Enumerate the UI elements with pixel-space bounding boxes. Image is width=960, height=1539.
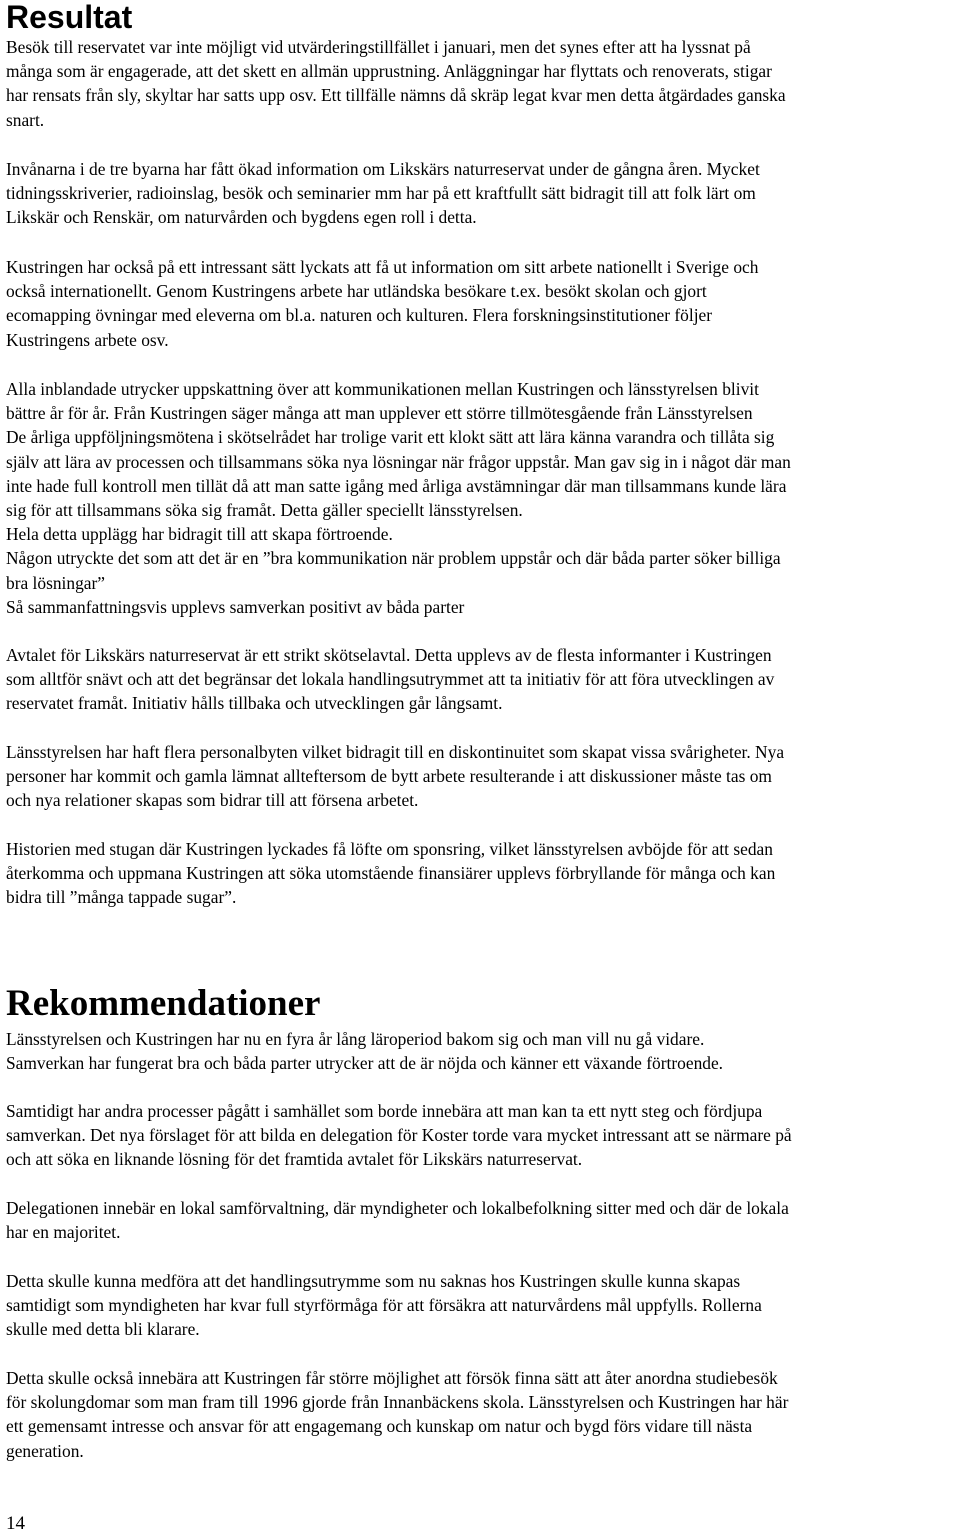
text-line: Hela detta upplägg har bidragit till att skapa förtroende. [6,524,393,545]
paragraph [6,1027,956,1075]
paragraph [6,837,956,910]
text-line: som alltför snävt och att det begränsar det lokala handlingsutrymmet att ta initiativ för att föra utvecklingen av [6,669,775,690]
text-line: Besök till reservatet var inte möjligt vid utvärderingstillfället i januari, men det synes efter att ha lyssnat på [6,37,751,57]
paragraph [6,643,956,716]
text-line: Historien med stugan där Kustringen lyckades få löfte om sponsring, vilket länsstyrelsen avböjde för att sedan [6,839,773,859]
text-line: Så sammanfattningsvis upplevs samverkan positivt av båda parter [6,596,465,617]
text-line: Länsstyrelsen och Kustringen har nu en fyra år lång läroperiod bakom sig och man vill nu gå vidare. [6,1029,705,1049]
paragraph [6,255,956,352]
paragraph [6,35,956,132]
text-line: samtidigt som myndigheten har kvar full styrförmåga för att försäkra att naturvårdens mål uppfylls. Rollerna [6,1295,762,1316]
section-heading-rekommendationer: Rekommendationer [6,983,321,1024]
text-line: Detta skulle kunna medföra att det handlingsutrymme som nu saknas hos Kustringen skulle kunna skapas [6,1271,741,1291]
paragraph [6,1099,956,1172]
paragraph [6,740,956,813]
text-line: bra lösningar” [6,572,105,593]
text-line: De årliga uppföljningsmötena i skötselrådet har trolige varit ett klokt sätt att lära känna varandra och tillåta sig [6,427,775,448]
text-line: Avtalet för Likskärs naturreservat är ett strikt skötselavtal. Detta upplevs av de flesta informanter i Kustringen [6,645,772,665]
text-line: ett gemensamt intresse och ansvar för att engagemang och kunskap om natur och bygd förs vidare till nästa [6,1416,753,1437]
text-line: också internationellt. Genom Kustringens arbete har utländska besökare t.ex. besökt skolan och gjort [6,281,707,302]
text-line: Delegationen innebär en lokal samförvaltning, där myndigheter och lokalbefolkning sitter med och där de lokala [6,1198,789,1218]
text-line: Invånarna i de tre byarna har fått ökad information om Likskärs naturreservat under de gångna åren. Mycket [6,159,760,179]
text-line: bidra till ”många tappade sugar”. [6,887,237,908]
text-line: sig för att tillsammans söka sig framåt. Detta gäller speciellt länsstyrelsen. [6,500,523,521]
text-line: Likskär och Renskär, om naturvården och bygdens egen roll i detta. [6,207,477,228]
paragraph [6,377,956,619]
text-line: och att söka en liknande lösning för det framtida avtalet för Likskärs naturreservat. [6,1149,583,1170]
text-line: själv att lära av processen och tillsammans söka nya lösningar när frågor uppstår. Man gav sig in i något där man [6,451,791,472]
text-line: reservatet framåt. Initiativ hålls tillbaka och utvecklingen går långsamt. [6,693,503,714]
text-line: Kustringen har också på ett intressant sätt lyckats att få ut information om sitt arbete nationellt i Sverige och [6,257,759,277]
text-line: Alla inblandade utrycker uppskattning över att kommunikationen mellan Kustringen och länsstyrelsen blivit [6,379,759,399]
text-line: ecomapping övningar med eleverna om bl.a. naturen och kulturen. Flera forskningsinstitutioner följer [6,305,713,326]
text-line: bättre år för år. Från Kustringen säger många att man upplever ett större tillmötesgående från Länsstyrelsen [6,403,753,424]
text-line: Någon utryckte det som att det är en ”bra kommunikation när problem uppstår och där båda parter söker billiga [6,548,781,569]
text-line: och nya relationer skapas som bidrar till att försena arbetet. [6,790,419,811]
paragraph [6,157,956,230]
text-line: Länsstyrelsen har haft flera personalbyten vilket bidragit till en diskontinuitet som skapat vissa svårigheter. Nya [6,742,785,762]
text-line: samverkan. Det nya förslaget för att bilda en delegation för Koster torde vara mycket intressant att se närmare på [6,1125,792,1146]
paragraph [6,1366,956,1463]
text-line: Samtidigt har andra processer pågått i samhället som borde innebära att man kan ta ett nytt steg och fördjupa [6,1101,763,1121]
text-line: har rensats från sly, skyltar har satts upp osv. Ett tillfälle nämns då skräp legat kvar men detta åtgärdades ganska [6,85,786,106]
page-number: 14 [6,1513,25,1534]
text-line: personer har kommit och gamla lämnat allteftersom de bytt arbete resulterande i att diskussioner måste tas om [6,766,772,787]
text-line: tidningsskriverier, radioinslag, besök och seminarier mm har på ett kraftfullt sätt bidragit till att folk lärt om [6,183,756,204]
text-line: många som är engagerade, att det skett en allmän upprustning. Anläggningar har flyttats och renoverats, stigar [6,61,772,82]
text-line: återkomma och uppmana Kustringen att söka utomstående finansiärer upplevs förbryllande för många och kan [6,863,776,884]
text-line: Detta skulle också innebära att Kustringen får större möjlighet att försök finna sätt att åter anordna studiebesök [6,1368,778,1388]
text-line: snart. [6,109,45,130]
text-line: har en majoritet. [6,1222,121,1243]
text-line: inte hade full kontroll men tillät då att man satte igång med årliga avstämningar där man tillsammans kunde lära [6,475,787,496]
text-line: Samverkan har fungerat bra och båda parter utrycker att de är nöjda och känner ett växande förtroende. [6,1053,724,1074]
paragraph [6,1269,956,1342]
paragraph [6,1196,956,1244]
section-heading-resultat: Resultat [6,0,133,35]
text-line: Kustringens arbete osv. [6,329,169,350]
text-line: för skolungdomar som man fram till 1996 gjorde från Innanbäckens skola. Länsstyrelsen och Kustringen har här [6,1392,789,1413]
text-line: generation. [6,1440,84,1461]
text-line: skulle med detta bli klarare. [6,1319,200,1340]
